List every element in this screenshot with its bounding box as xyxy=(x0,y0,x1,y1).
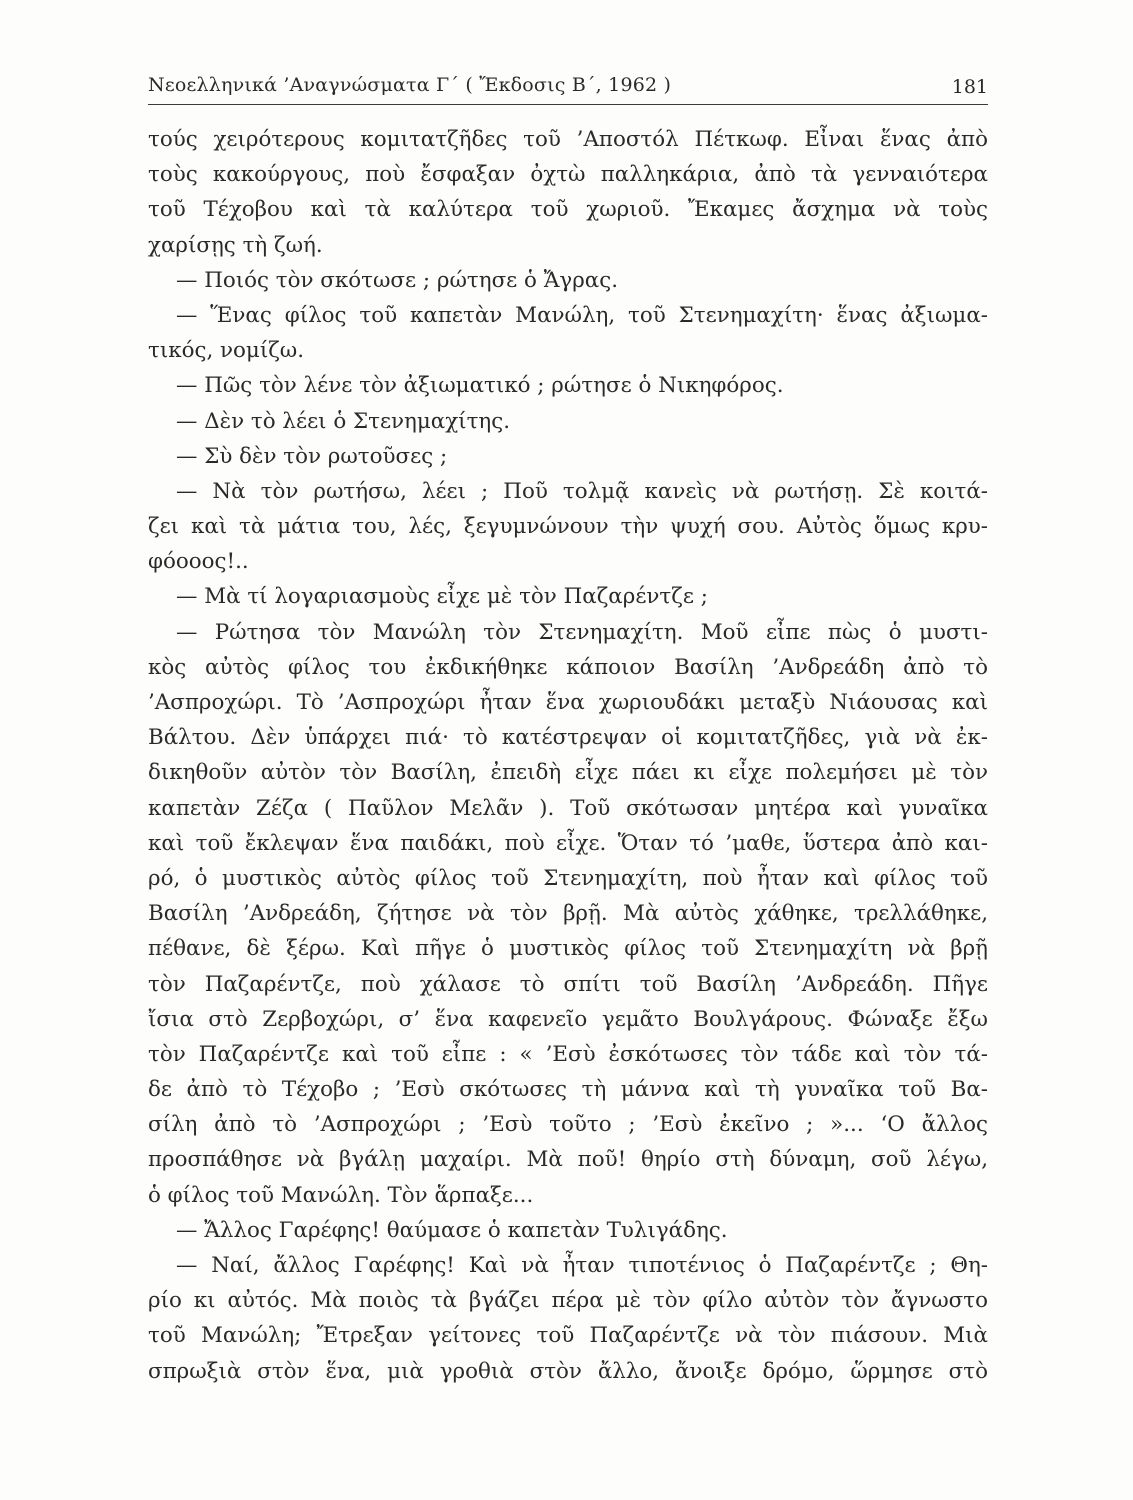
text-line: χαρίσῃς τὴ ζωή. xyxy=(148,232,323,258)
text-line: πέθανε, δὲ ξέρω. Καὶ πῆγε ὁ μυστικὸς φίλος τοῦ Στενημαχίτη νὰ βρῇ xyxy=(148,936,988,962)
text-line: ρό, ὁ μυστικὸς αὐτὸς φίλος τοῦ Στενημαχίτη, ποὺ ἦταν καὶ φίλος τοῦ xyxy=(148,865,988,891)
text-line: — Ναί, ἄλλος Γαρέφης! Καὶ νὰ ἦταν τιποτένιος ὁ Παζαρέντζε ; Θη- xyxy=(176,1253,988,1278)
page-number: 181 xyxy=(951,76,988,98)
text-line: Βασίλη ’Ανδρεάδη, ζήτησε νὰ τὸν βρῇ. Μὰ αὐτὸς χάθηκε, τρελλάθηκε, xyxy=(148,901,988,927)
text-line: ὁ φίλος τοῦ Μανώλη. Τὸν ἅρπαξε... xyxy=(148,1182,534,1208)
text-line: — Δὲν τὸ λέει ὁ Στενημαχίτης. xyxy=(176,408,510,434)
text-line: — Μὰ τί λογαριασμοὺς εἶχε μὲ τὸν Παζαρέντζε ; xyxy=(176,584,708,610)
text-line: — Σὺ δὲν τὸν ρωτοῦσες ; xyxy=(176,443,448,469)
text-line: φόοοος!.. xyxy=(148,549,249,575)
text-line: τὸν Παζαρέντζε καὶ τοῦ εἶπε : « ’Εσὺ ἐσκότωσες τὸν τάδε καὶ τὸν τά- xyxy=(148,1041,988,1067)
text-line: καπετὰν Ζέζα ( Παῦλον Μελᾶν ). Τοῦ σκότωσαν μητέρα καὶ γυναῖκα xyxy=(148,795,988,821)
text-line: τούς χειρότερους κομιτατζῆδες τοῦ ’Αποστόλ Πέτκωφ. Εἶναι ἕνας ἀπὸ xyxy=(148,127,988,152)
text-line: δε ἀπὸ τὸ Τέχοβο ; ’Εσὺ σκότωσες τὴ μάννα καὶ τὴ γυναῖκα τοῦ Βα- xyxy=(148,1077,988,1103)
text-line: — Ἕνας φίλος τοῦ καπετὰν Μανώλη, τοῦ Στενημαχίτη· ἕνας ἀξιωμα- xyxy=(176,302,988,328)
text-line: — Νὰ τὸν ρωτήσω, λέει ; Ποῦ τολμᾷ κανεὶς νὰ ρωτήσῃ. Σὲ κοιτά- xyxy=(176,478,988,504)
text-line: τοὺς κακούργους, ποὺ ἔσφαξαν ὀχτὼ παλληκάρια, ἀπὸ τὰ γενναιότερα xyxy=(148,162,988,188)
text-line: Βάλτου. Δὲν ὑπάρχει πιά· τὸ κατέστρεψαν οἱ κομιτατζῆδες, γιὰ νὰ ἐκ- xyxy=(148,725,988,751)
text-line: κὸς αὐτὸς φίλος του ἐκδικήθηκε κάποιον Βασίλη ’Ανδρεάδη ἀπὸ τὸ xyxy=(148,654,988,680)
text-line: — Πῶς τὸν λένε τὸν ἀξιωματικό ; ρώτησε ὁ Νικηφόρος. xyxy=(176,373,784,399)
text-line: καὶ τοῦ ἔκλεψαν ἕνα παιδάκι, ποὺ εἶχε. Ὅταν τό ’μαθε, ὕστερα ἀπὸ και- xyxy=(148,830,988,856)
text-line: σίλη ἀπὸ τὸ ’Ασπροχώρι ; ’Εσὺ τοῦτο ; ’Εσὺ ἐκεῖνο ; »... ‘Ο ἄλλος xyxy=(148,1112,988,1138)
text-line: τικός, νομίζω. xyxy=(148,338,305,364)
text-line: — Ρώτησα τὸν Μανώλη τὸν Στενημαχίτη. Μοῦ εἶπε πὼς ὁ μυστι- xyxy=(176,619,988,645)
text-line: — Ἄλλος Γαρέφης! θαύμασε ὁ καπετὰν Τυλιγάδης. xyxy=(176,1217,728,1243)
text-line: ρίο κι αὐτός. Μὰ ποιὸς τὰ βγάζει πέρα μὲ τὸν φίλο αὐτὸν τὸν ἄγνωστο xyxy=(148,1288,988,1314)
text-line: προσπάθησε νὰ βγάλῃ μαχαίρι. Μὰ ποῦ! θηρίο στὴ δύναμη, σοῦ λέγω, xyxy=(148,1147,988,1173)
text-line: ζει καὶ τὰ μάτια του, λές, ξεγυμνώνουν τὴν ψυχή σου. Αὐτὸς ὅμως κρυ- xyxy=(148,514,988,540)
text-line: ’Ασπροχώρι. Τὸ ’Ασπροχώρι ἦταν ἕνα χωριουδάκι μεταξὺ Νιάουσας καὶ xyxy=(148,690,988,715)
text-line: τοῦ Τέχοβου καὶ τὰ καλύτερα τοῦ χωριοῦ. Ἔκαμες ἄσχημα νὰ τοὺς xyxy=(148,197,988,223)
text-line: — Ποιός τὸν σκότωσε ; ρώτησε ὁ Ἄγρας. xyxy=(176,267,619,293)
text-line: δικηθοῦν αὐτὸν τὸν Βασίλη, ἐπειδὴ εἶχε πάει κι εἶχε πολεμήσει μὲ τὸν xyxy=(148,760,988,786)
body-text xyxy=(148,122,988,1389)
running-title: Νεοελληνικά ’Αναγνώσματα Γ΄ ( Ἔκδοσις Β΄, 1962 ) xyxy=(148,74,672,96)
text-line: τοῦ Μανώλη; Ἔτρεξαν γείτονες τοῦ Παζαρέντζε νὰ τὸν πιάσουν. Μιὰ xyxy=(148,1323,988,1349)
running-head xyxy=(148,70,988,105)
text-line: τὸν Παζαρέντζε, ποὺ χάλασε τὸ σπίτι τοῦ Βασίλη ’Ανδρεάδη. Πῆγε xyxy=(148,971,988,997)
text-line: σπρωξιὰ στὸν ἕνα, μιὰ γροθιὰ στὸν ἄλλο, ἄνοιξε δρόμο, ὥρμησε στὸ xyxy=(148,1358,988,1384)
text-line: ἴσια στὸ Ζερβοχώρι, σ’ ἕνα καφενεῖο γεμᾶτο Βουλγάρους. Φώναξε ἔξω xyxy=(148,1006,988,1032)
